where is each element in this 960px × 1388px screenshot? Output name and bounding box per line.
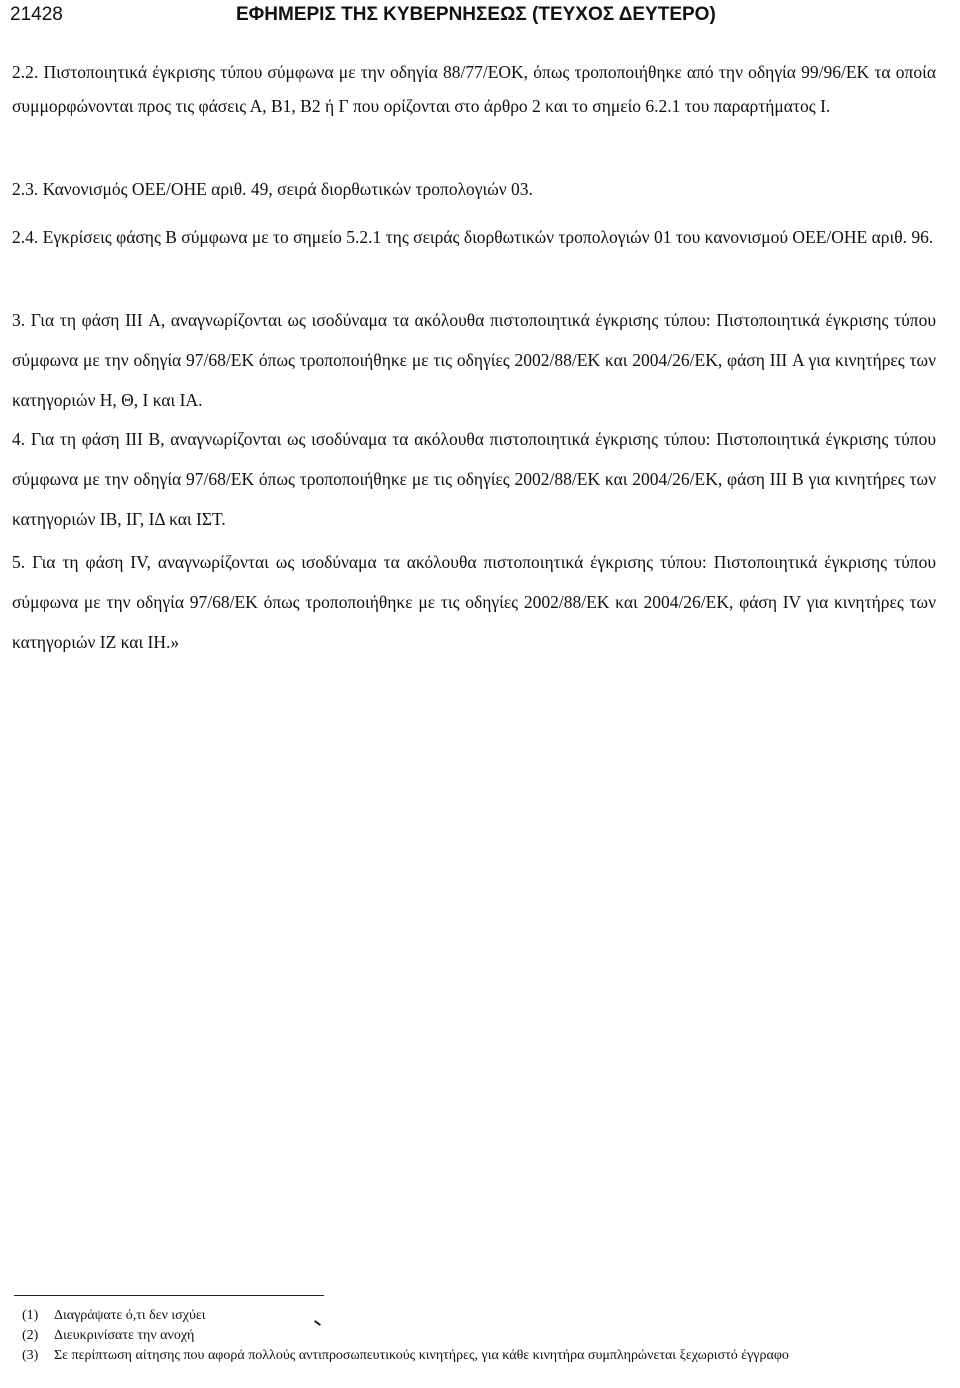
footnote-2-mark: (2) <box>22 1328 39 1343</box>
footnote-1 <box>22 1306 946 1326</box>
footnote-3-mark: (3) <box>22 1348 39 1363</box>
paragraph-5: 5. Για τη φάση IV, αναγνωρίζονται ως ισοδύναμα τα ακόλουθα πιστοποιητικά έγκρισης τύπου: Πιστοποιητικά έγκρισης τύπου σύμφωνα με την οδηγία 97/68/ΕΚ όπως τροποποιήθηκε με τις οδηγίες 2002/88/ΕΚ και 2004/26/ΕΚ, φάση IV για κινητήρες των κατηγοριών ΙΖ και ΙΗ.» <box>12 552 936 652</box>
paragraph-4: 4. Για τη φάση III Β, αναγνωρίζονται ως ισοδύναμα τα ακόλουθα πιστοποιητικά έγκρισης τύπου: Πιστοποιητικά έγκρισης τύπου σύμφωνα με την οδηγία 97/68/ΕΚ όπως τροποποιήθηκε με τις οδηγίες 2002/88/ΕΚ και 2004/26/ΕΚ, φάση III Β για κινητήρες των κατηγοριών ΙΒ, ΙΓ, ΙΔ και ΙΣΤ. <box>12 429 936 529</box>
page-number: 21428 <box>10 4 63 25</box>
footnote-3-text: Σε περίπτωση αίτησης που αφορά πολλούς αντιπροσωπευτικούς κινητήρες, για κάθε κινητήρα συμπληρώνεται ξεχωριστό έγγραφο <box>54 1348 789 1363</box>
footnote-2-text: Διευκρινίσατε την ανοχή <box>54 1328 195 1343</box>
paragraph-2-2: 2.2. Πιστοποιητικά έγκρισης τύπου σύμφωνα με την οδηγία 88/77/ΕΟΚ, όπως τροποποιήθηκε από την οδηγία 99/96/ΕΚ τα οποία συμμορφώνονται προς τις φάσεις Α, Β1, Β2 ή Γ που ορίζονται στο άρθρο 2 και το σημείο 6.2.1 του παραρτήματος I. <box>12 62 936 116</box>
footnote-1-mark: (1) <box>22 1308 39 1323</box>
paragraph-3: 3. Για τη φάση III Α, αναγνωρίζονται ως ισοδύναμα τα ακόλουθα πιστοποιητικά έγκρισης τύπου: Πιστοποιητικά έγκρισης τύπου σύμφωνα με την οδηγία 97/68/ΕΚ όπως τροποποιήθηκε με τις οδηγίες 2002/88/ΕΚ και 2004/26/ΕΚ, φάση III Α για κινητήρες των κατηγοριών Η, Θ, Ι και ΙΑ. <box>12 310 936 410</box>
footnote-divider <box>14 1295 324 1296</box>
footnotes <box>22 1306 946 1366</box>
footnote-3 <box>22 1346 946 1366</box>
page-header <box>10 2 950 32</box>
paragraph-2-3: 2.3. Κανονισμός ΟΕΕ/ΟΗΕ αριθ. 49, σειρά διορθωτικών τροπολογιών 03. <box>12 179 533 199</box>
footnote-1-text: Διαγράψατε ό,τι δεν ισχύει <box>54 1308 206 1323</box>
paragraph-2-4: 2.4. Εγκρίσεις φάσης Β σύμφωνα με το σημείο 5.2.1 της σειράς διορθωτικών τροπολογιών 01 του κανονισμού ΟΕΕ/ΟΗΕ αριθ. 96. <box>12 227 934 247</box>
footnote-2 <box>22 1326 946 1346</box>
gazette-title: ΕΦΗΜΕΡΙΣ ΤΗΣ ΚΥΒΕΡΝΗΣΕΩΣ (ΤΕΥΧΟΣ ΔΕΥΤΕΡΟ) <box>236 4 716 25</box>
